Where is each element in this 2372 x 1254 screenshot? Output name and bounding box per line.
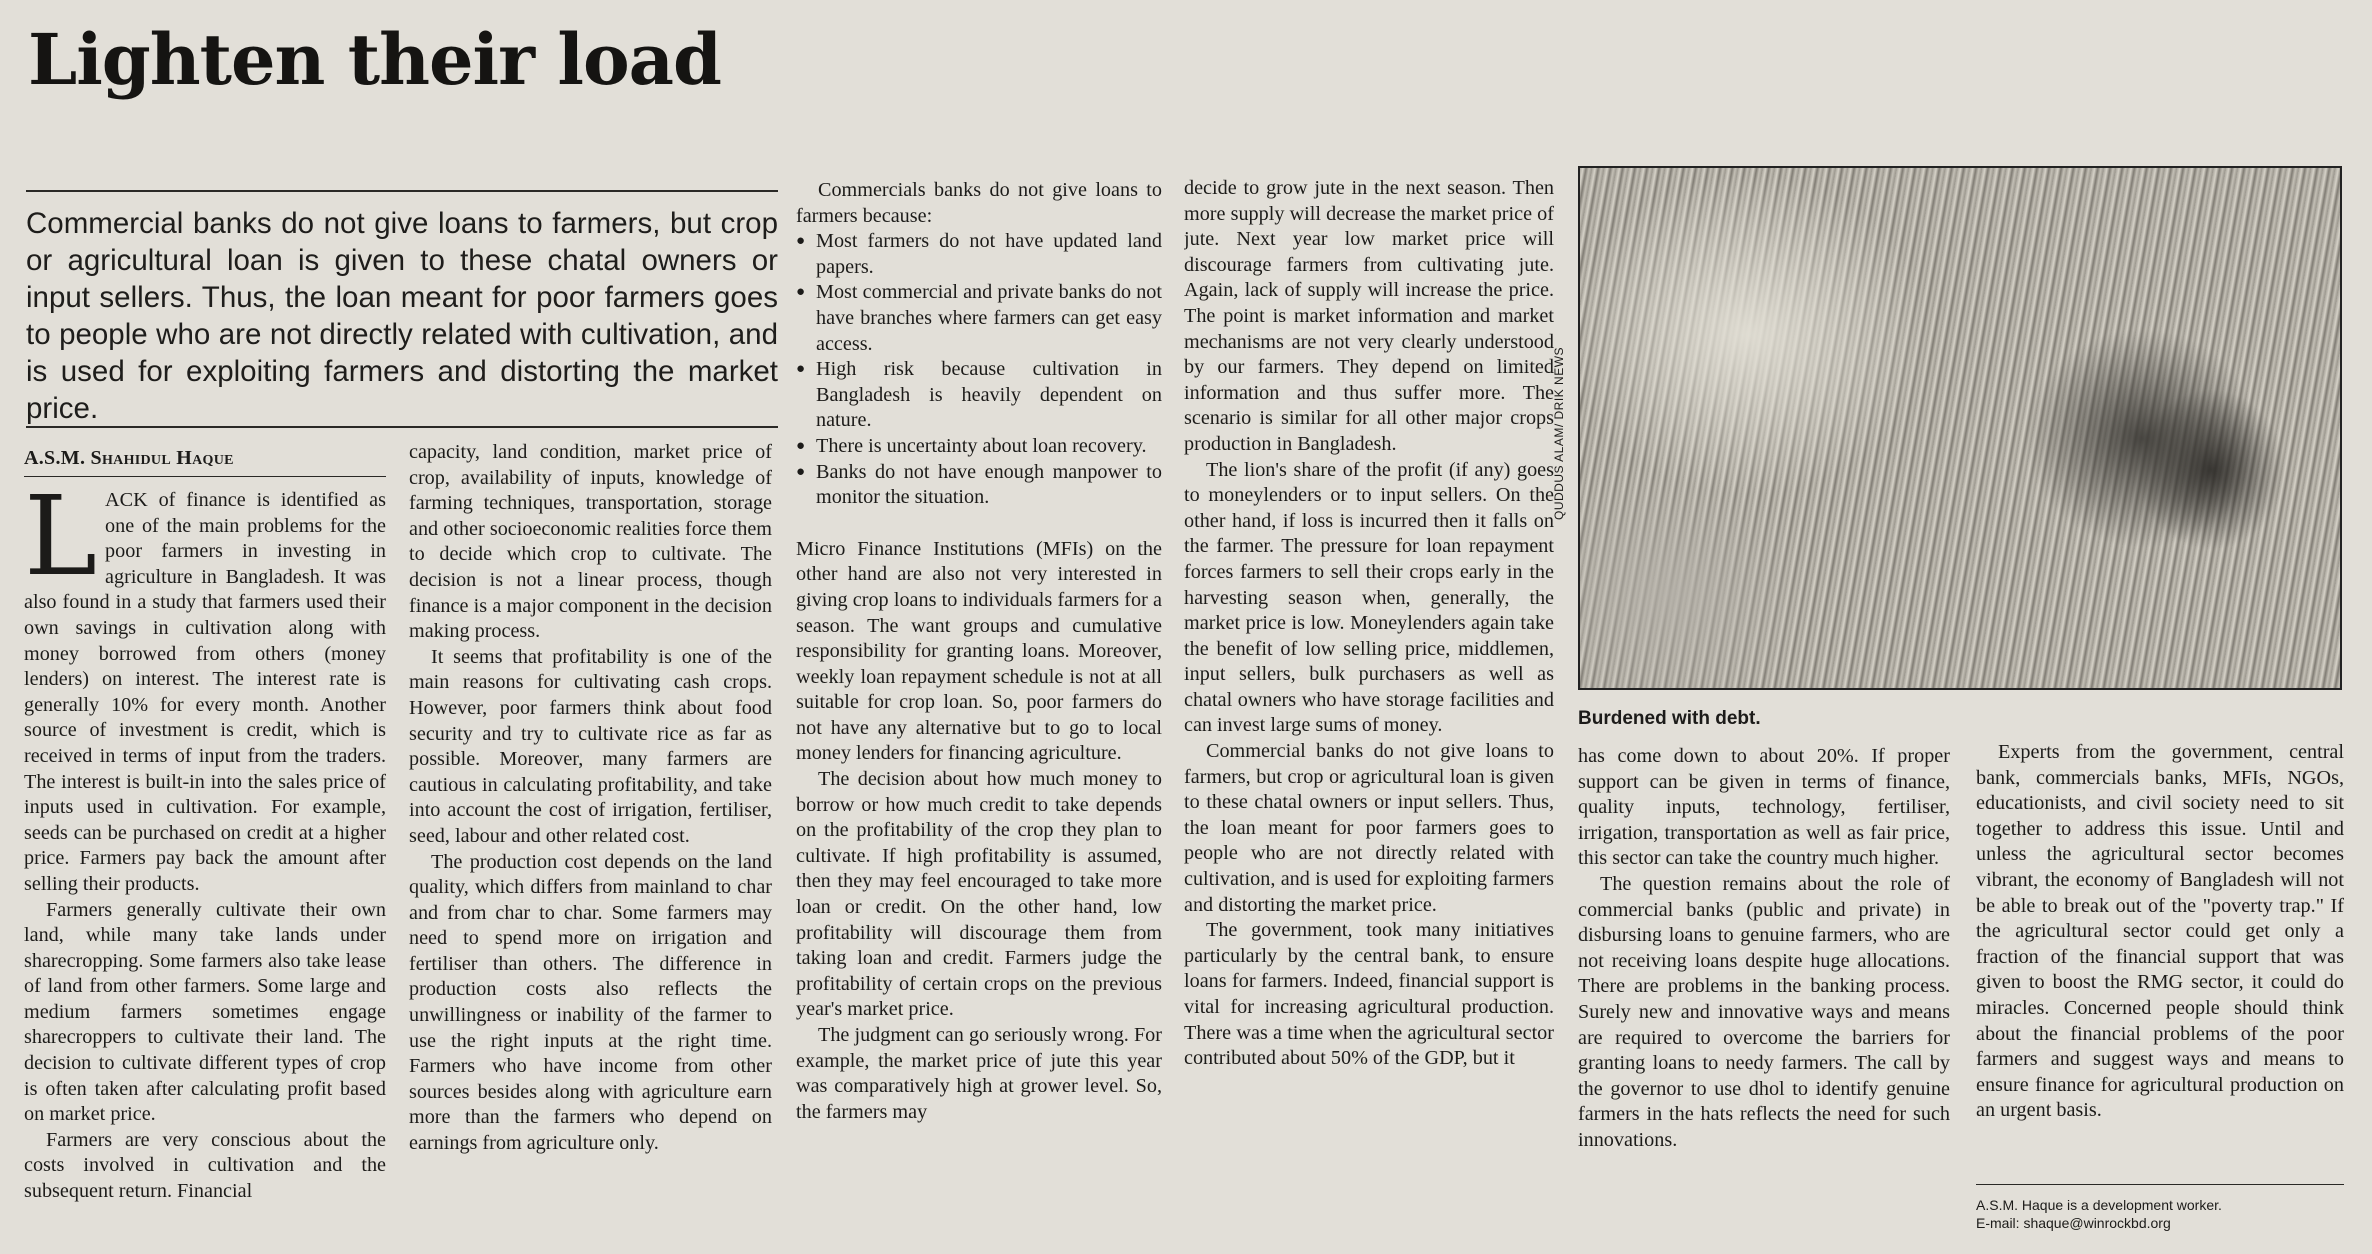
column-2 — [409, 440, 772, 1250]
deck-text: Commercial banks do not give loans to farmers, but crop or agricultural loan is given to these chatal owners or input sellers. Thus, the loan meant for poor farmers goes to people who are not directly related with cultivation, and is used for exploiting farmers and distorting the market price. — [26, 207, 778, 425]
reason-item: ● Most commercial and private banks do not have branches where farmers can get easy access. — [796, 280, 1162, 357]
reason-item: ● Most farmers do not have updated land papers. — [796, 229, 1162, 280]
drop-cap: L — [24, 488, 98, 600]
deck-top-rule — [26, 190, 778, 192]
col1-paragraph-1: ACK of finance is identified as one of the main problems for the poor farmers in investing in agriculture in Bangladesh. It was also found in a study that farmers used their own savings in cultivation along with money borrowed from others (money lenders) on interest. The interest rate is generally 10% for every month. Another source of investment is credit, which is received in terms of input from the traders. The interest is built-in into the sales price of inputs used in cultivation. For example, seeds can be purchased on credit at a higher price. Farmers pay back the amount after selling their products. — [24, 489, 386, 895]
author-note-rule — [1976, 1184, 2344, 1185]
byline: A.S.M. Shahidul Haque — [24, 447, 234, 469]
reason-item: ● Banks do not have enough manpower to monitor the situation. — [796, 460, 1162, 511]
jute-farmer-photo — [1578, 166, 2342, 690]
col4-paragraph-3: Commercial banks do not give loans to farmers, but crop or agricultural loan is given to these chatal owners or input sellers. Thus, the loan meant for poor farmers goes to people who are not directly related with cultivation, and is used for exploiting farmers and distorting the market price. — [1184, 740, 1554, 916]
column-5 — [1578, 744, 1950, 1250]
byline-rule — [24, 476, 386, 477]
column-4 — [1184, 176, 1554, 1250]
deck — [26, 205, 778, 427]
col3-paragraph-3: The decision about how much money to borrow or how much credit to take depends on the profitability of the crop they plan to cultivate. If high profitability is assumed, then they may feel encouraged to take more loan or credit. On the other hand, low profitability will discourage them from taking loan and credit. Farmers judge the profitability of certain crops on the previous year's market price. — [796, 768, 1162, 1021]
author-note — [1976, 1196, 2222, 1232]
reason-item: ● High risk because cultivation in Bangladesh is heavily dependent on nature. — [796, 357, 1162, 434]
column-3 — [796, 178, 1162, 1250]
col3-paragraph-2: Micro Finance Institutions (MFIs) on the other hand are also not very interested in giving crop loans to individuals farmers for a season. The want groups and cumulative responsibility for granting loans. Moreover, weekly loan repayment schedule is not at all suitable for crop loan. So, poor farmers do not have any alternative but to go to local money lenders for financing agriculture. — [796, 537, 1162, 765]
col4-paragraph-1: decide to grow jute in the next season. Then more supply will decrease the market price of jute. Next year low market price will discourage farmers from cultivating jute. Again, lack of supply will increase the price. The point is market information and market mechanisms are not very clearly understood by our farmers. They depend on limited information and thus suffer more. The scenario is similar for all other major crops production in Bangladesh. — [1184, 177, 1554, 455]
col3-paragraph-1: Commercials banks do not give loans to farmers because: — [796, 179, 1162, 227]
col1-paragraph-3: Farmers are very conscious about the costs involved in cultivation and the subsequent return. Financial — [24, 1128, 386, 1203]
photo-credit: QUDDUS ALAM/ DRIK NEWS — [1552, 346, 1566, 520]
photo-caption: Burdened with debt. — [1578, 708, 1761, 729]
reason-item: ● There is uncertainty about loan recovery. — [796, 434, 1162, 460]
headline: Lighten their load — [28, 18, 721, 101]
author-email: E-mail: shaque@winrockbd.org — [1976, 1215, 2171, 1231]
col6-paragraph-1: Experts from the government, central bank, commercials banks, MFIs, NGOs, educationists, and civil society need to sit together to address this issue. Until and unless the agricultural sector becomes vibrant, the economy of Bangladesh will not be able to break out of the "poverty trap." If the agricultural sector could get only a fraction of the financial support that was given to boost the RMG sector, it could do miracles. Concerned people should think about the financial problems of the poor farmers and suggest ways and means to ensure finance for agricultural production on an urgent basis. — [1976, 741, 2344, 1122]
col2-paragraph-1: capacity, land condition, market price of crop, availability of inputs, knowledge of farming techniques, transportation, storage and other socioeconomic realities force them to decide which crop to cultivate. The decision is not a linear process, though finance is a major component in the decision making process. — [409, 441, 772, 643]
col4-paragraph-4: The government, took many initiatives particularly by the central bank, to ensure loans for farmers. Indeed, financial support is vital for increasing agricultural production. There was a time when the agricultural sector contributed about 50% of the GDP, but it — [1184, 919, 1554, 1070]
col1-paragraph-2: Farmers generally cultivate their own land, while many take lands under sharecropping. Some farmers also take lease of land from other farmers. Some large and medium farmers sometimes engage sharecroppers to cultivate their land. The decision to cultivate different types of crop is often taken after calculating profit based on market price. — [24, 898, 386, 1126]
deck-bottom-rule — [26, 426, 778, 428]
reasons-list — [796, 229, 1162, 511]
col5-paragraph-2: The question remains about the role of commercial banks (public and private) in disbursing loans to genuine farmers, who are not receiving loans despite huge allocations. There are problems in the banking process. Surely new and innovative ways and means are required to overcome the barriers for granting loans to needy farmers. The call by the governor to use dhol to identify genuine farmers in the hats reflects the need for such innovations. — [1578, 872, 1950, 1151]
col3-paragraph-4: The judgment can go seriously wrong. For example, the market price of jute this year was comparatively high at grower level. So, the farmers may — [796, 1024, 1162, 1123]
col4-paragraph-2: The lion's share of the profit (if any) goes to moneylenders or to input sellers. On the other hand, if loss is incurred then it falls on the farmer. The pressure for loan repayment forces farmers to sell their crops early in the harvesting season when, generally, the market price is low. Moneylenders again take the benefit of low selling price, middlemen, input sellers, bulk purchasers as well as chatal owners who have storage facilities and can invest large sums of money. — [1184, 458, 1554, 737]
author-bio: A.S.M. Haque is a development worker. — [1976, 1197, 2222, 1213]
column-1 — [24, 488, 386, 1248]
col2-paragraph-3: The production cost depends on the land quality, which differs from mainland to char and from char to char. Some farmers may need to spend more on irrigation and fertiliser than others. The difference in production costs also reflects the unwillingness or inability of the farmer to use the right inputs at the right time. Farmers who have income from other sources besides along with agriculture earn more than the farmers who depend on earnings from agriculture only. — [409, 850, 772, 1155]
col5-paragraph-1: has come down to about 20%. If proper support can be given in terms of finance, quality inputs, technology, fertiliser, irrigation, transportation as well as fair price, this sector can take the country much higher. — [1578, 745, 1950, 870]
column-6 — [1976, 740, 2344, 1180]
col2-paragraph-2: It seems that profitability is one of the main reasons for cultivating cash crops. However, poor farmers think about food security and try to cultivate rice as far as possible. Moreover, many farmers are cautious in calculating profitability, and take into account the cost of irrigation, fertiliser, seed, labour and other related cost. — [409, 645, 772, 847]
